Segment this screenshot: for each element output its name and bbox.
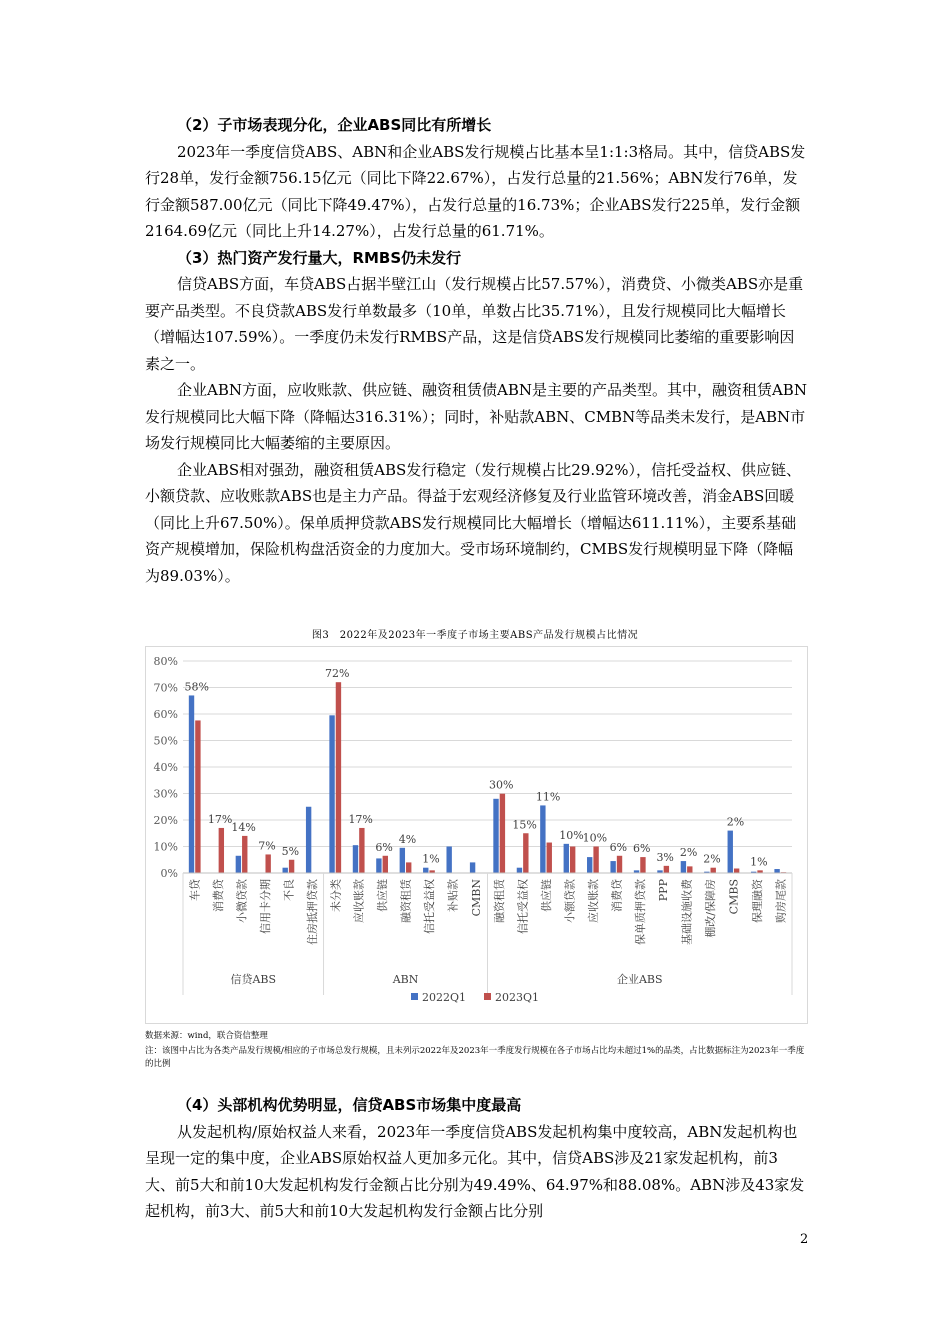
bar-2023q1 <box>570 847 575 874</box>
y-tick-label: 0% <box>160 867 178 880</box>
category-label: 融资租赁 <box>493 879 507 923</box>
data-label: 58% <box>184 680 209 694</box>
section-heading-3: （3）热门资产发行量大，RMBS仍未发行 <box>177 248 462 267</box>
bar-2022q1 <box>774 869 779 873</box>
data-label: 5% <box>281 844 300 858</box>
data-label: 10% <box>582 831 608 845</box>
data-label: 6% <box>609 840 628 854</box>
bar-2023q1 <box>734 868 739 873</box>
bar-2022q1 <box>587 857 592 873</box>
data-label: 6% <box>633 842 651 856</box>
figure-note: 注：该图中占比为各类产品发行规模/相应的子市场总发行规模，且未列示2022年及2023年一季度发行规模在各子市场占比均未超过1%的品类，占比数据标注为2023年一季度的比例 <box>145 1046 805 1069</box>
category-label: 融资租赁 <box>399 879 413 923</box>
legend-label-2022q1: 2022Q1 <box>422 991 467 1004</box>
bar-2023q1 <box>195 720 200 873</box>
bar-2022q1 <box>423 868 428 873</box>
bar-2022q1 <box>283 868 288 873</box>
category-label: 信托受益权 <box>516 879 530 934</box>
category-label: 保理融资 <box>750 879 764 923</box>
bar-2022q1 <box>189 695 194 873</box>
paragraph-5: 从发起机构/原始权益人来看，2023年一季度信贷ABS发起机构集中度较高，ABN发起机构也呈现一定的集中度，企业ABS原始权益人更加多元化。其中，信贷ABS涉及21家发起机构，前3大、前5大和前10大发起机构发行金额占比分别为49.49%、64.97%和88.08%。ABN涉及43家发起机构，前3大、前5大和前10大发起机构发行金额占比分别 <box>145 1122 805 1220</box>
bar-2022q1 <box>493 799 498 873</box>
data-label: 2% <box>726 815 745 829</box>
bar-chart <box>146 647 807 1023</box>
category-label: CMBS <box>727 879 741 915</box>
bar-2022q1 <box>470 862 475 873</box>
bar-2022q1 <box>517 868 522 873</box>
data-label: 17% <box>207 812 233 826</box>
paragraph-2: 信贷ABS方面，车贷ABS占据半壁江山（发行规模占比57.57%），消费贷、小微类ABS亦是重要产品类型。不良贷款ABS发行单数最多（10单，单数占比35.71%），且发行规模同比大幅增长（增幅达107.59%）。一季度仍未发行RMBS产品，这是信贷ABS发行规模同比萎缩的重要影响因素之一。 <box>145 275 804 373</box>
data-label: 2% <box>679 846 698 860</box>
legend-label-2023q1: 2023Q1 <box>495 991 540 1004</box>
category-label: 应收账款 <box>586 879 600 923</box>
bar-2023q1 <box>617 856 622 873</box>
bar-2023q1 <box>406 862 411 873</box>
category-label: 供应链 <box>540 879 554 912</box>
y-tick-label: 30% <box>153 787 178 801</box>
data-label: 72% <box>325 667 350 681</box>
data-label: 10% <box>559 828 584 842</box>
data-label: 11% <box>535 790 561 804</box>
bar-2023q1 <box>359 828 364 873</box>
bar-2023q1 <box>593 847 598 874</box>
bar-2023q1 <box>219 828 224 873</box>
y-tick-label: 70% <box>153 681 178 695</box>
bar-2022q1 <box>728 831 733 873</box>
category-label: 购房尾款 <box>774 879 788 923</box>
data-label: 14% <box>231 820 256 834</box>
legend-swatch-2023q1 <box>484 993 491 1000</box>
category-label: CMBN <box>469 879 483 917</box>
group-label: ABN <box>392 973 419 986</box>
category-label: 信托受益权 <box>422 879 436 934</box>
data-label: 4% <box>398 832 417 846</box>
category-label: 未分类 <box>329 879 343 912</box>
group-label: 企业ABS <box>616 973 663 986</box>
bar-2022q1 <box>610 861 615 873</box>
category-label: 小微贷款 <box>235 879 249 923</box>
bar-2023q1 <box>711 868 716 873</box>
category-label: 信用卡分期 <box>258 879 272 934</box>
bar-2022q1 <box>236 856 241 873</box>
data-label: 30% <box>488 778 514 792</box>
y-tick-label: 60% <box>153 708 178 721</box>
bar-2023q1 <box>547 843 552 873</box>
data-label: 3% <box>656 850 674 864</box>
bar-2022q1 <box>446 847 451 874</box>
bar-2023q1 <box>523 833 528 873</box>
bar-2022q1 <box>329 715 334 873</box>
bar-2023q1 <box>265 854 270 873</box>
paragraph-1: 2023年一季度信贷ABS、ABN和企业ABS发行规模占比基本呈1:1:3格局。其中，信贷ABS发行28单，发行金额756.15亿元（同比下降22.67%），占发行总量的21.56%；ABN发行76单，发行金额587.00亿元（同比下降49.47%），占发行总量的16.73%；企业ABS发行225单，发行金额2164.69亿元（同比上升14.27%），占发行总量的61.71%。 <box>145 142 806 240</box>
y-tick-label: 20% <box>153 814 178 827</box>
figure-source: 数据来源：wind，联合资信整理 <box>145 1031 268 1041</box>
bar-2023q1 <box>640 857 645 873</box>
bar-2022q1 <box>564 844 569 873</box>
bar-2023q1 <box>289 860 294 873</box>
y-tick-label: 80% <box>153 655 178 668</box>
bar-2022q1 <box>353 845 358 873</box>
category-label: 补贴款 <box>446 879 460 912</box>
bar-2023q1 <box>664 866 669 873</box>
y-tick-label: 50% <box>153 734 178 748</box>
bar-2023q1 <box>383 856 388 873</box>
data-label: 7% <box>258 839 276 853</box>
category-label: PPP <box>657 879 671 902</box>
data-label: 6% <box>375 840 393 854</box>
data-label: 15% <box>512 818 537 832</box>
bar-2023q1 <box>687 866 692 873</box>
figure-caption: 图3 2022年及2023年一季度子市场主要ABS产品发行规模占比情况 <box>311 630 639 641</box>
page-number: 2 <box>800 1232 809 1247</box>
category-label: 保单质押贷款 <box>633 879 647 945</box>
bar-2022q1 <box>376 858 381 873</box>
paragraph-4: 企业ABS相对强劲，融资租赁ABS发行稳定（发行规模占比29.92%），信托受益权、供应链、小额贷款、应收账款ABS也是主力产品。得益于宏观经济修复及行业监管环境改善，消金ABS回暖（同比上升67.50%）。保单质押贷款ABS发行规模同比大幅增长（增幅达611.11%），主要系基础资产规模增加，保险机构盘活资金的力度加大。受市场环境制约，CMBS发行规模明显下降（降幅为89.03%）。 <box>145 460 801 585</box>
category-label: 基础设施收费 <box>680 879 694 945</box>
section-heading-4: （4）头部机构优势明显，信贷ABS市场集中度最高 <box>177 1096 522 1114</box>
category-label: 不良 <box>282 879 296 901</box>
bar-2023q1 <box>500 794 505 873</box>
category-label: 小额贷款 <box>563 879 577 923</box>
data-label: 1% <box>422 852 440 866</box>
category-label: 棚改/保障房 <box>704 879 718 938</box>
bar-2022q1 <box>400 848 405 873</box>
chart-container <box>145 646 808 1024</box>
category-label: 车贷 <box>188 879 202 901</box>
category-label: 消费贷 <box>610 879 624 912</box>
bar-2022q1 <box>540 805 545 873</box>
bar-2022q1 <box>681 861 686 873</box>
bar-2023q1 <box>242 836 247 873</box>
category-label: 应收账款 <box>352 879 366 923</box>
category-label: 供应链 <box>376 879 390 912</box>
y-tick-label: 10% <box>153 840 178 854</box>
bar-2023q1 <box>336 682 341 873</box>
data-label: 2% <box>703 852 721 866</box>
data-label: 1% <box>750 855 768 869</box>
legend-swatch-2022q1 <box>411 993 418 1000</box>
data-label: 17% <box>348 812 373 826</box>
category-label: 消费贷 <box>212 879 226 912</box>
bar-2022q1 <box>306 807 311 873</box>
y-tick-label: 40% <box>153 761 178 774</box>
category-label: 住房抵押贷款 <box>305 879 319 945</box>
section-heading-2: （2）子市场表现分化，企业ABS同比有所增长 <box>177 116 492 134</box>
group-label: 信贷ABS <box>230 973 277 986</box>
paragraph-3: 企业ABN方面，应收账款、供应链、融资租赁债ABN是主要的产品类型。其中，融资租赁ABN发行规模同比大幅下降（降幅达316.31%）；同时，补贴款ABN、CMBN等品类未发行，是ABN市场发行规模同比大幅萎缩的主要原因。 <box>145 381 807 452</box>
